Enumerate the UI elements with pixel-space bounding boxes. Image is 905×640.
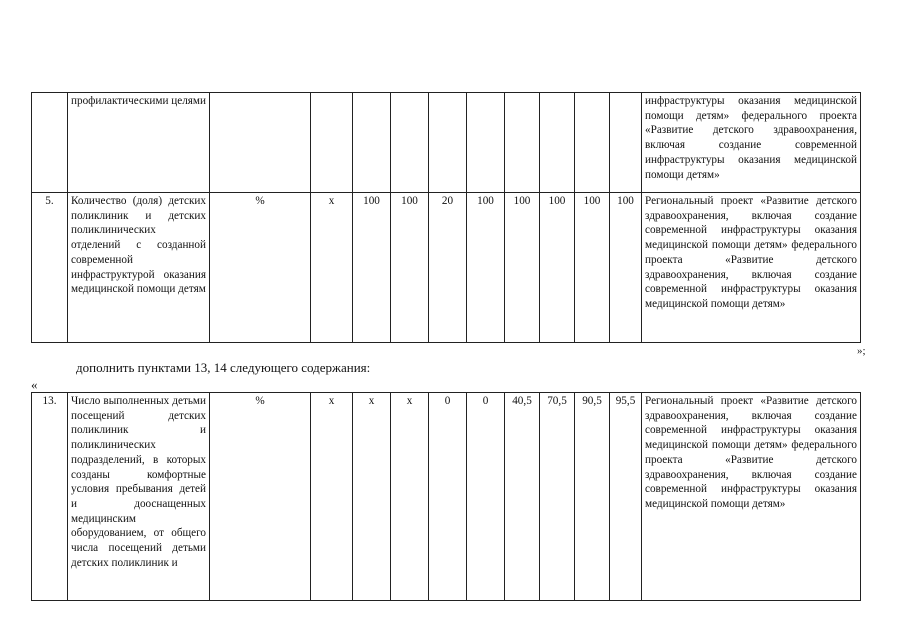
value-cell — [540, 93, 575, 193]
value-cell: х — [391, 393, 429, 601]
value-cell: 90,5 — [575, 393, 610, 601]
value-cell: х — [311, 393, 353, 601]
value-cell: 20 — [429, 193, 467, 343]
unit-cell: % — [210, 393, 311, 601]
value-cell — [467, 93, 505, 193]
source-cell: Региональный проект «Развитие детского здравоохранения, включая создание современной инфраструктуры оказания медицинской помощи детям» федерального проекта «Развитие детского здравоохранения, включая создание современной инфраструктуры оказания медицинской помощи детям» — [642, 193, 861, 343]
closing-quote: »; — [857, 345, 866, 357]
row-number — [32, 93, 68, 193]
row-number: 13. — [32, 393, 68, 601]
indicators-table-continued — [31, 92, 861, 343]
value-cell — [610, 93, 642, 193]
value-cell: 100 — [391, 193, 429, 343]
unit-cell — [210, 93, 311, 193]
value-cell: 100 — [540, 193, 575, 343]
row-number: 5. — [32, 193, 68, 343]
value-cell — [575, 93, 610, 193]
table-row — [32, 393, 861, 601]
source-cell: инфраструктуры оказания медицинской помощи детям» федерального проекта «Развитие детского здравоохранения, включая создание современной инфраструктуры оказания медицинской помощи детям» — [642, 93, 861, 193]
value-cell: 100 — [467, 193, 505, 343]
value-cell — [391, 93, 429, 193]
unit-cell: % — [210, 193, 311, 343]
indicator-name: профилактическими целями — [68, 93, 210, 193]
indicator-name: Число выполненных детьми посещений детских поликлиник и поликлинических подразделений, в которых созданы комфортные условия пребывания детей и дооснащенных медицинским оборудованием, от общего числа посещений детьми детских поликлиник и — [68, 393, 210, 601]
table-row — [32, 193, 861, 343]
value-cell: х — [353, 393, 391, 601]
value-cell: 0 — [429, 393, 467, 601]
value-cell: 70,5 — [540, 393, 575, 601]
indicator-name: Количество (доля) детских поликлиник и детских поликлинических отделений с созданной современной инфраструктурой оказания медицинской помощи детям — [68, 193, 210, 343]
value-cell: 0 — [467, 393, 505, 601]
amendment-instruction: дополнить пунктами 13, 14 следующего содержания: — [76, 360, 371, 375]
value-cell: х — [311, 193, 353, 343]
value-cell: 100 — [353, 193, 391, 343]
source-cell: Региональный проект «Развитие детского здравоохранения, включая создание современной инфраструктуры оказания медицинской помощи детям» федерального проекта «Развитие детского здравоохранения, включая создание современной инфраструктуры оказания медицинской помощи детям» — [642, 393, 861, 601]
value-cell: 95,5 — [610, 393, 642, 601]
value-cell: 100 — [505, 193, 540, 343]
value-cell: 100 — [575, 193, 610, 343]
value-cell — [353, 93, 391, 193]
value-cell — [429, 93, 467, 193]
table-row — [32, 93, 861, 193]
indicators-table-new — [31, 392, 861, 601]
value-cell: 40,5 — [505, 393, 540, 601]
opening-quote: « — [31, 377, 38, 392]
value-cell — [505, 93, 540, 193]
value-cell — [311, 93, 353, 193]
value-cell: 100 — [610, 193, 642, 343]
